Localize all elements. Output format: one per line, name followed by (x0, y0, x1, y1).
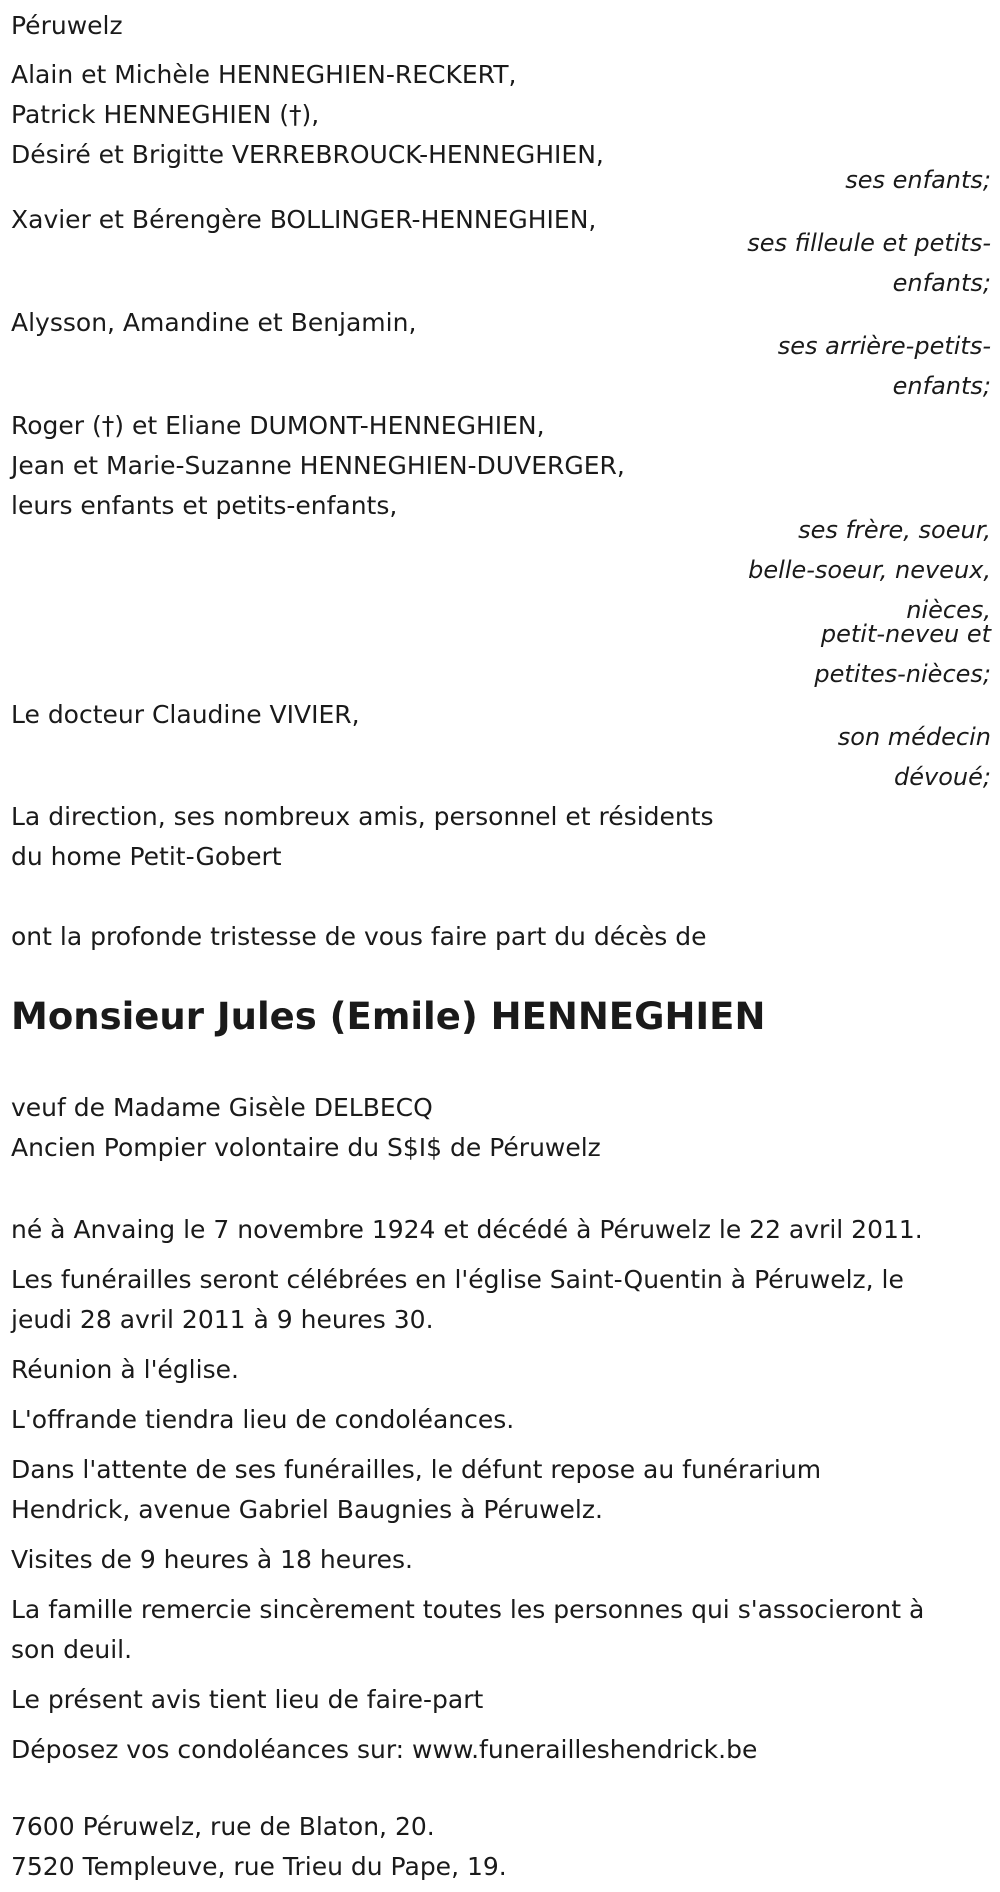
children-name-line: Patrick HENNEGHIEN (†), (11, 100, 320, 129)
notice-text: Le présent avis tient lieu de faire-part (11, 1685, 484, 1714)
deceased-name: Monsieur Jules (Emile) HENNEGHIEN (11, 995, 766, 1038)
great-grandchildren-name-line: Alysson, Amandine et Benjamin, (11, 308, 417, 337)
address-line: 7520 Templeuve, rue Trieu du Pape, 19. (11, 1852, 507, 1881)
children-name-line: Désiré et Brigitte VERREBROUCK-HENNEGHIEN, (11, 140, 604, 169)
rest-line: Hendrick, avenue Gabriel Baugnies à Péruwelz. (11, 1495, 603, 1524)
visits-text: Visites de 9 heures à 18 heures. (11, 1545, 414, 1574)
children-role: ses enfants; (845, 166, 991, 194)
children-name-line: Alain et Michèle HENNEGHIEN-RECKERT, (11, 60, 517, 89)
funeral-line: jeudi 28 avril 2011 à 9 heures 30. (11, 1305, 434, 1334)
town-heading: Péruwelz (11, 11, 123, 40)
siblings-role-line: petites-nièces; (814, 660, 991, 688)
siblings-role-line: ses frère, soeur, (798, 516, 991, 544)
offering-text: L'offrande tiendra lieu de condoléances. (11, 1405, 515, 1434)
deceased-detail-line: Ancien Pompier volontaire du S$I$ de Péruwelz (11, 1133, 601, 1162)
announcement-text: ont la profonde tristesse de vous faire part du décès de (11, 922, 707, 951)
siblings-role-line: belle-soeur, neveux, (748, 556, 991, 584)
thanks-line: La famille remercie sincèrement toutes les personnes qui s'associeront à (11, 1595, 925, 1624)
birth-death-text: né à Anvaing le 7 novembre 1924 et décédé à Péruwelz le 22 avril 2011. (11, 1215, 923, 1244)
goddaughter-role-line: ses filleule et petits- (747, 229, 991, 257)
siblings-name-line: leurs enfants et petits-enfants, (11, 491, 398, 520)
home-line: du home Petit-Gobert (11, 842, 282, 871)
siblings-role-line: petit-neveu et (820, 620, 991, 648)
siblings-name-line: Roger (†) et Eliane DUMONT-HENNEGHIEN, (11, 411, 545, 440)
rest-line: Dans l'attente de ses funérailles, le défunt repose au funérarium (11, 1455, 822, 1484)
deceased-detail-line: veuf de Madame Gisèle DELBECQ (11, 1093, 433, 1122)
goddaughter-name-line: Xavier et Bérengère BOLLINGER-HENNEGHIEN, (11, 205, 597, 234)
siblings-name-line: Jean et Marie-Suzanne HENNEGHIEN-DUVERGER, (11, 451, 625, 480)
condolences-text: Déposez vos condoléances sur: www.funerailleshendrick.be (11, 1735, 758, 1764)
doctor-role-line: son médecin (837, 723, 991, 751)
great-grandchildren-role-line: ses arrière-petits- (777, 332, 991, 360)
meeting-text: Réunion à l'église. (11, 1355, 239, 1384)
home-line: La direction, ses nombreux amis, personnel et résidents (11, 802, 714, 831)
funeral-line: Les funérailles seront célébrées en l'église Saint-Quentin à Péruwelz, le (11, 1265, 904, 1294)
goddaughter-role-line: enfants; (892, 269, 991, 297)
great-grandchildren-role-line: enfants; (892, 372, 991, 400)
siblings-role-line: nièces, (906, 596, 991, 624)
thanks-line: son deuil. (11, 1635, 133, 1664)
address-line: 7600 Péruwelz, rue de Blaton, 20. (11, 1812, 435, 1841)
doctor-role-line: dévoué; (894, 763, 991, 791)
doctor-name-line: Le docteur Claudine VIVIER, (11, 700, 360, 729)
